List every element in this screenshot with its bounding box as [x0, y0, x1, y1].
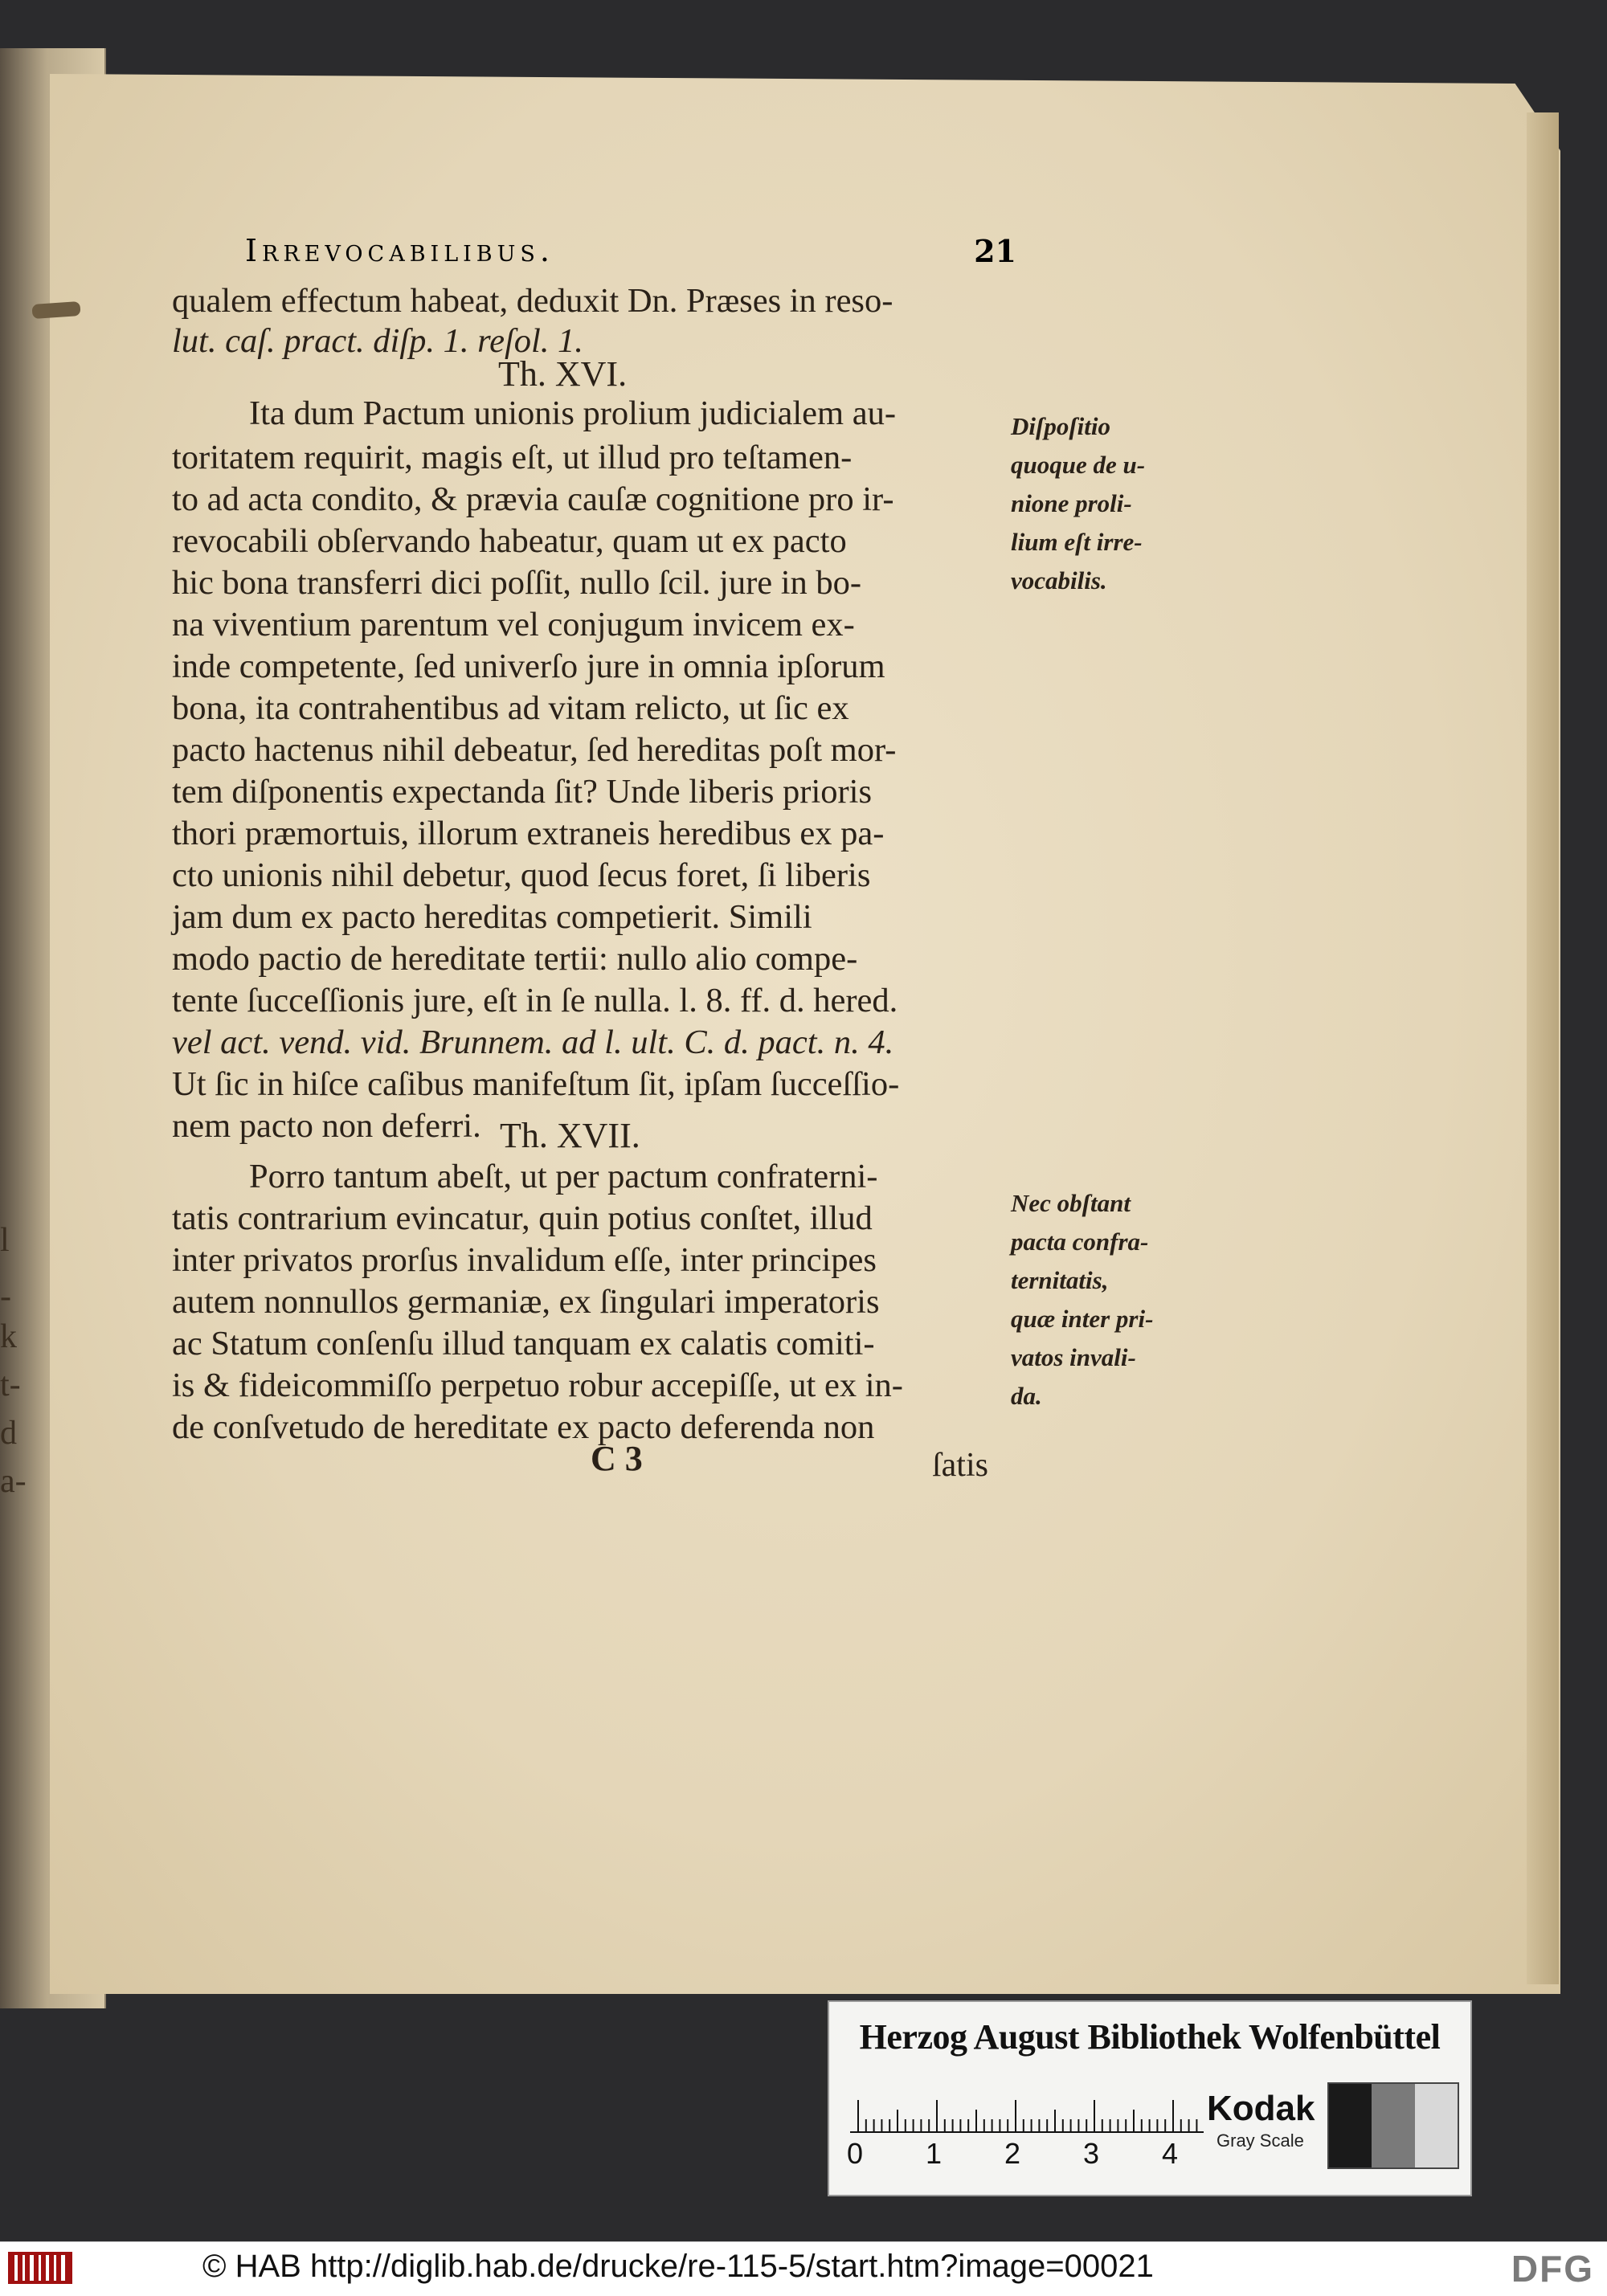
swatch-gray: [1372, 2084, 1414, 2167]
swatch-black: [1329, 2084, 1372, 2167]
marginal-note-line: quoque de u-: [1011, 451, 1146, 479]
marginal-note-line: vocabilis.: [1011, 566, 1107, 594]
copyright-url[interactable]: © HAB http://diglib.hab.de/drucke/re-115-5/start.htm?image=00021: [202, 2249, 1154, 2284]
page-edge-shadow: [1527, 112, 1559, 1984]
marginal-note-line: Nec obſtant: [1011, 1189, 1131, 1217]
text-line: de conſvetudo de hereditate ex pacto deferenda non: [172, 1408, 875, 1446]
page-number: 21: [974, 233, 1016, 269]
text-line: vel act. vend. vid. Brunnem. ad l. ult. C. d. pact. n. 4.: [172, 1023, 894, 1061]
text-line: Ut ſic in hiſce caſibus manifeſtum ſit, ipſam ſucceſſio-: [172, 1065, 900, 1103]
running-head: Irrevocabilibus.: [245, 233, 554, 268]
marginal-note-line: vatos invali-: [1011, 1343, 1136, 1371]
marginal-note-line: pacta confra-: [1011, 1228, 1149, 1256]
text-line: nem pacto non deferri.: [172, 1107, 481, 1145]
text-line: hic bona transferri dici poſſit, nullo ſcil. jure in bo-: [172, 564, 862, 602]
grayscale-label: Gray Scale: [1216, 2131, 1304, 2151]
library-name: Herzog August Bibliothek Wolfenbüttel: [859, 2017, 1441, 2057]
footer-bar: [0, 2241, 1607, 2296]
text-line: tente ſucceſſionis jure, eſt in ſe nulla. l. 8. ff. d. hered.: [172, 982, 898, 1019]
text-line: autem nonnullos germaniæ, ex ſingulari imperatoris: [172, 1283, 880, 1321]
text-line: pacto hactenus nihil debeatur, ſed hereditas poſt mor-: [172, 731, 897, 769]
ruler-number: 3: [1083, 2137, 1100, 2170]
text-line: tem diſponentis expectanda ſit? Unde liberis prioris: [172, 773, 873, 811]
text-line: na viventium parentum vel conjugum invicem ex-: [172, 606, 855, 643]
text-line: lut. caſ. pract. diſp. 1. reſol. 1.: [172, 322, 583, 360]
signature-mark: C 3: [591, 1439, 643, 1478]
text-line: modo pactio de hereditate tertii: nullo alio compe-: [172, 940, 858, 978]
ruler-number: 1: [926, 2137, 943, 2170]
text-line: revocabili obſervando habeatur, quam ut ex pacto: [172, 522, 847, 560]
catchword: ſatis: [932, 1447, 988, 1484]
facing-page-fragment: d: [0, 1415, 17, 1452]
text-line: jam dum ex pacto hereditas competierit. Simili: [172, 898, 812, 936]
thesis-heading-16: Th. XVI.: [498, 354, 628, 394]
text-line: Ita dum Pactum unionis prolium judicialem au-: [249, 394, 896, 432]
facing-page-fragment: a-: [0, 1463, 27, 1500]
text-line: is & fideicommiſſo perpetuo robur accepiſſe, ut ex in-: [172, 1367, 903, 1404]
marginal-note-line: Diſpoſitio: [1011, 412, 1110, 440]
facing-page-fragment: -: [0, 1278, 11, 1315]
swatch-light: [1415, 2084, 1458, 2167]
text-line: bona, ita contrahentibus ad vitam relicto, ut ſic ex: [172, 689, 849, 727]
text-line: qualem effectum habeat, deduxit Dn. Præses in reso-: [172, 282, 893, 320]
gray-scale-swatches: [1327, 2082, 1459, 2169]
text-line: Porro tantum abeſt, ut per pactum confraterni-: [249, 1158, 878, 1195]
text-line: thori præmortuis, illorum extraneis heredibus ex pa-: [172, 815, 885, 852]
kodak-logo: Kodak: [1207, 2089, 1315, 2128]
text-line: to ad acta condito, & prævia cauſæ cognitione pro ir-: [172, 480, 894, 518]
marginal-note-line: lium eſt irre-: [1011, 528, 1143, 556]
ruler-number: 0: [847, 2137, 864, 2170]
marginal-note-line: ternitatis,: [1011, 1266, 1109, 1294]
ruler-number: 2: [1004, 2137, 1021, 2170]
text-line: ac Statum conſenſu illud tanquam ex calatis comiti-: [172, 1325, 875, 1362]
marginal-note-line: da.: [1011, 1382, 1042, 1410]
text-line: toritatem requirit, magis eſt, ut illud pro teſtamen-: [172, 439, 853, 476]
facing-page-fragment: k: [0, 1318, 17, 1355]
marginal-note-line: quæ inter pri-: [1011, 1305, 1154, 1333]
thesis-heading-17: Th. XVII.: [500, 1116, 640, 1155]
text-line: inde competente, ſed univerſo jure in omnia ipſorum: [172, 648, 885, 685]
ruler-icon: [850, 2082, 1204, 2134]
marginal-note-line: nione proli-: [1011, 489, 1132, 517]
facing-page-fragment: l: [0, 1222, 10, 1259]
text-line: tatis contrarium evincatur, quin potius conſtet, illud: [172, 1199, 873, 1237]
text-line: cto unionis nihil debetur, quod ſecus foret, ſi liberis: [172, 856, 871, 894]
facing-page-fragment: t-: [0, 1367, 21, 1403]
text-line: inter privatos prorſus invalidum eſſe, inter principes: [172, 1241, 877, 1279]
page-header: [245, 233, 1016, 268]
hab-barcode-icon: [8, 2249, 72, 2287]
dfg-logo: DFG: [1511, 2248, 1594, 2290]
library-color-card: [828, 2000, 1472, 2196]
ruler-number: 4: [1162, 2137, 1179, 2170]
